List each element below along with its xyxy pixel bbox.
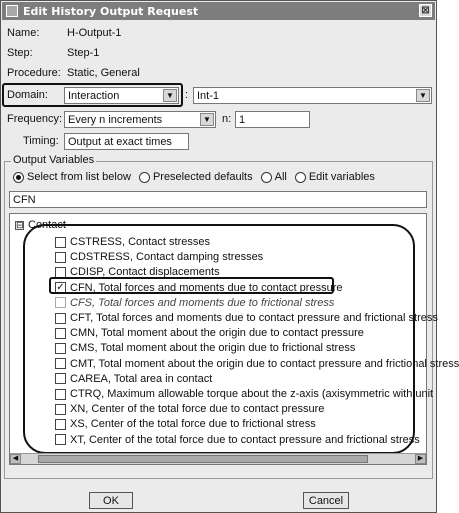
list-item-label: XT, Center of the total force due to contact pressure and frictional stress <box>70 433 420 446</box>
chevron-down-icon[interactable]: ▼ <box>200 113 214 126</box>
close-icon[interactable]: ⊠ <box>419 4 432 17</box>
cfn-highlight-box <box>49 277 334 294</box>
window-title: Edit History Output Request <box>23 4 199 18</box>
n-input[interactable]: 1 <box>235 111 310 128</box>
list-item-label: CDSTRESS, Contact damping stresses <box>70 251 264 264</box>
interaction-select[interactable] <box>193 87 432 104</box>
variable-filter-field[interactable]: CFN <box>9 191 427 208</box>
cancel-button[interactable]: Cancel <box>303 492 349 509</box>
radio-button[interactable] <box>139 172 150 183</box>
radio-button[interactable] <box>13 172 24 183</box>
name-label: Name: <box>7 27 40 39</box>
list-item-label: CSTRESS, Contact stresses <box>70 236 210 248</box>
scroll-left-icon[interactable]: ◀ <box>10 454 21 464</box>
list-item-label: XN, Center of the total force due to contact pressure <box>70 403 325 416</box>
list-item-label: CFT, Total forces and moments due to contact pressure and frictional stress <box>70 312 438 324</box>
radio-label: Preselected defaults <box>152 171 253 183</box>
radio-button[interactable] <box>295 172 306 183</box>
step-value: Step-1 <box>67 47 100 59</box>
list-item-label: CMN, Total moment about the origin due to contact pressure <box>70 327 364 340</box>
chevron-down-icon[interactable]: ▼ <box>416 89 430 102</box>
radio-preselected-defaults[interactable] <box>139 171 253 183</box>
domain-select-value: Interaction <box>68 89 120 102</box>
list-item-label: CFS, Total forces and moments due to frictional stress <box>70 296 335 309</box>
radio-all[interactable] <box>261 171 287 183</box>
domain-label: Domain: <box>7 89 48 101</box>
n-label: n: <box>222 113 232 125</box>
collapse-icon[interactable]: ⊟ <box>16 219 24 230</box>
list-item-label: CAREA, Total area in contact <box>70 372 213 385</box>
domain-highlight-box <box>2 83 183 107</box>
frequency-label: Frequency: <box>7 113 63 125</box>
title-bar[interactable] <box>2 2 435 20</box>
scroll-thumb[interactable] <box>38 455 368 463</box>
timing-label: Timing: <box>23 135 59 147</box>
interaction-select-value: Int-1 <box>197 89 220 102</box>
step-label: Step: <box>7 47 33 59</box>
domain-separator: : <box>185 89 189 101</box>
list-item-label: CMS, Total moment about the origin due to frictional stress <box>70 342 356 355</box>
radio-button[interactable] <box>261 172 272 183</box>
procedure-value: Static, General <box>67 67 140 79</box>
ok-button[interactable]: OK <box>89 492 133 509</box>
radio-label: All <box>274 171 287 183</box>
procedure-label: Procedure: <box>7 67 61 79</box>
list-item-label: CMT, Total moment about the origin due to contact pressure and frictional stress <box>70 357 459 370</box>
procedure-row <box>7 67 140 79</box>
window-app-icon <box>6 5 18 17</box>
horizontal-scrollbar[interactable] <box>10 453 426 464</box>
timing-select[interactable]: Output at exact times <box>64 133 189 150</box>
frequency-select[interactable] <box>64 111 216 128</box>
list-item-label: XS, Center of the total force due to frictional stress <box>70 418 316 431</box>
variable-source-radios <box>13 171 379 183</box>
list-item-label: CDISP, Contact displacements <box>70 266 220 279</box>
chevron-down-icon[interactable]: ▼ <box>163 89 177 102</box>
frequency-select-value: Every n increments <box>68 113 163 126</box>
radio-label: Select from list below <box>27 171 131 183</box>
radio-select-from-list[interactable] <box>13 171 131 183</box>
output-variables-title: Output Variables <box>13 154 95 166</box>
checkbox[interactable]: ✓ <box>56 282 65 294</box>
name-row <box>7 27 121 39</box>
tree-group-label: Contact <box>28 219 66 231</box>
radio-label: Edit variables <box>308 171 375 183</box>
scroll-right-icon[interactable]: ▶ <box>415 454 426 464</box>
name-value: H-Output-1 <box>67 27 122 39</box>
radio-edit-variables[interactable] <box>295 171 375 183</box>
list-item-label: CTRQ, Maximum allowable torque about the z-axis (axisymmetric with unit <box>70 388 434 400</box>
list-highlight-box <box>23 224 415 454</box>
list-item-label: CFN, Total forces and moments due to contact pressure <box>70 281 343 294</box>
step-row <box>7 47 99 59</box>
